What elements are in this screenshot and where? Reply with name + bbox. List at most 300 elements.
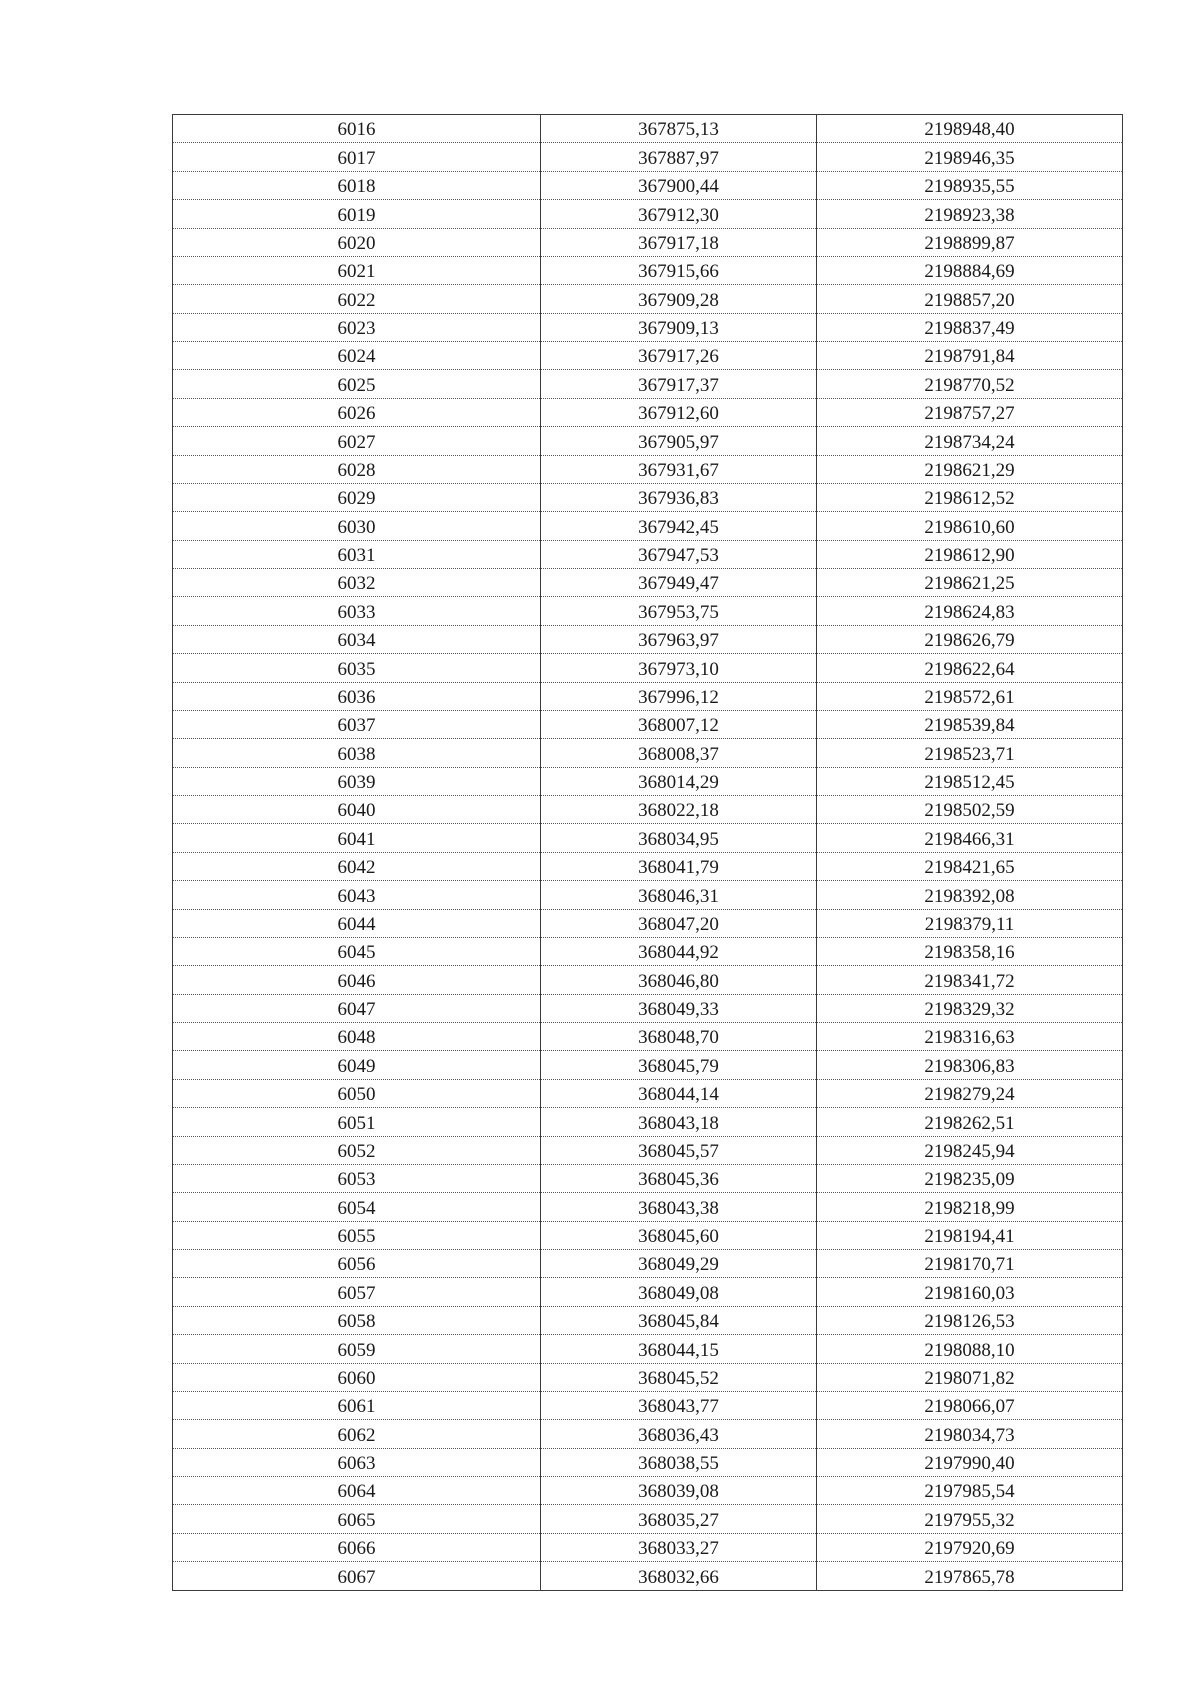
y-coordinate-cell — [817, 1079, 1123, 1107]
y-coordinate-cell — [817, 143, 1123, 171]
y-coordinate-cell — [817, 710, 1123, 738]
cell-text: 6022 — [337, 289, 376, 311]
y-coordinate-cell — [817, 654, 1123, 682]
table-row — [173, 455, 1123, 483]
point-number-cell — [173, 852, 541, 880]
x-coordinate-cell — [541, 342, 817, 370]
table-row — [173, 427, 1123, 455]
point-number-cell — [173, 483, 541, 511]
point-number-cell — [173, 1023, 541, 1051]
cell-text: 367912,60 — [638, 403, 719, 425]
cell-text: 2198466,31 — [924, 828, 1015, 850]
cell-text: 368045,57 — [638, 1140, 719, 1162]
y-coordinate-cell — [817, 739, 1123, 767]
table-row — [173, 852, 1123, 880]
point-number-cell — [173, 569, 541, 597]
table-row — [173, 796, 1123, 824]
cell-text: 368038,55 — [638, 1453, 719, 1474]
table-row — [173, 313, 1123, 341]
cell-text: 367942,45 — [638, 516, 719, 538]
x-coordinate-cell — [541, 512, 817, 540]
cell-text: 6035 — [337, 658, 376, 680]
cell-text: 2198341,72 — [924, 970, 1015, 992]
table-row — [173, 1108, 1123, 1136]
cell-text: 6053 — [337, 1169, 376, 1191]
x-coordinate-cell — [541, 796, 817, 824]
cell-text: 367963,97 — [638, 630, 719, 652]
cell-text: 6041 — [337, 828, 376, 850]
cell-text: 367949,47 — [638, 573, 719, 595]
y-coordinate-cell — [817, 824, 1123, 852]
table-row — [173, 767, 1123, 795]
cell-text: 2198923,38 — [924, 204, 1015, 226]
cell-text: 6061 — [337, 1396, 376, 1418]
x-coordinate-cell — [541, 455, 817, 483]
y-coordinate-cell — [817, 966, 1123, 994]
cell-text: 6065 — [337, 1509, 376, 1531]
table-row — [173, 1278, 1123, 1306]
x-coordinate-cell — [541, 654, 817, 682]
y-coordinate-cell — [817, 1250, 1123, 1278]
cell-text: 2198358,16 — [924, 942, 1015, 964]
cell-text: 6038 — [337, 743, 376, 765]
y-coordinate-cell — [817, 852, 1123, 880]
x-coordinate-cell — [541, 1335, 817, 1363]
point-number-cell — [173, 1164, 541, 1192]
cell-text: 367973,10 — [638, 658, 719, 680]
point-number-cell — [173, 455, 541, 483]
cell-text: 6058 — [337, 1311, 376, 1333]
cell-text: 368049,08 — [638, 1282, 719, 1304]
cell-text: 6048 — [337, 1027, 376, 1049]
point-number-cell — [173, 285, 541, 313]
cell-text: 368007,12 — [638, 715, 719, 737]
point-number-cell — [173, 427, 541, 455]
cell-text: 6049 — [337, 1055, 376, 1077]
y-coordinate-cell — [817, 1420, 1123, 1448]
point-number-cell — [173, 1193, 541, 1221]
point-number-cell — [173, 342, 541, 370]
y-coordinate-cell — [817, 398, 1123, 426]
cell-text: 2198088,10 — [924, 1339, 1015, 1361]
cell-text: 2198512,45 — [924, 772, 1015, 793]
y-coordinate-cell — [817, 370, 1123, 398]
cell-text: 6052 — [337, 1140, 376, 1162]
x-coordinate-cell — [541, 1136, 817, 1164]
point-number-cell — [173, 1391, 541, 1419]
cell-text: 2198572,61 — [924, 686, 1015, 708]
table-row — [173, 228, 1123, 256]
point-number-cell — [173, 256, 541, 284]
cell-text: 6044 — [337, 913, 376, 935]
cell-text: 2198126,53 — [924, 1311, 1015, 1333]
point-number-cell — [173, 909, 541, 937]
cell-text: 367909,28 — [638, 289, 719, 311]
cell-text: 2198734,24 — [924, 431, 1015, 453]
cell-text: 6067 — [337, 1566, 376, 1588]
point-number-cell — [173, 1221, 541, 1249]
cell-text: 368022,18 — [638, 800, 719, 822]
cell-text: 6062 — [337, 1424, 376, 1446]
cell-text: 368049,33 — [638, 999, 719, 1020]
x-coordinate-cell — [541, 824, 817, 852]
table-row — [173, 1136, 1123, 1164]
cell-text: 2198170,71 — [924, 1254, 1015, 1276]
cell-text: 2198421,65 — [924, 857, 1015, 879]
y-coordinate-cell — [817, 1278, 1123, 1306]
cell-text: 6034 — [337, 630, 376, 652]
cell-text: 2198218,99 — [924, 1197, 1015, 1219]
cell-text: 368045,84 — [638, 1311, 719, 1333]
table-row — [173, 1250, 1123, 1278]
cell-text: 368048,70 — [638, 1027, 719, 1049]
y-coordinate-cell — [817, 1023, 1123, 1051]
cell-text: 6039 — [337, 772, 376, 793]
x-coordinate-cell — [541, 682, 817, 710]
point-number-cell — [173, 1136, 541, 1164]
table-row — [173, 1363, 1123, 1391]
table-row — [173, 1335, 1123, 1363]
cell-text: 367915,66 — [638, 261, 719, 283]
cell-text: 2197985,54 — [924, 1481, 1015, 1503]
cell-text: 6037 — [337, 715, 376, 737]
cell-text: 368046,31 — [638, 885, 719, 907]
point-number-cell — [173, 1335, 541, 1363]
table-row — [173, 1505, 1123, 1533]
cell-text: 367917,18 — [638, 232, 719, 254]
cell-text: 6045 — [337, 942, 376, 964]
cell-text: 368044,15 — [638, 1339, 719, 1361]
cell-text: 367917,26 — [638, 346, 719, 368]
y-coordinate-cell — [817, 285, 1123, 313]
cell-text: 6018 — [337, 176, 376, 198]
x-coordinate-cell — [541, 1448, 817, 1476]
cell-text: 2198392,08 — [924, 885, 1015, 907]
table-row — [173, 398, 1123, 426]
cell-text: 6066 — [337, 1538, 376, 1560]
cell-text: 368032,66 — [638, 1566, 719, 1588]
table-row — [173, 569, 1123, 597]
cell-text: 2198502,59 — [924, 800, 1015, 822]
y-coordinate-cell — [817, 313, 1123, 341]
table-row — [173, 1051, 1123, 1079]
table-row — [173, 1164, 1123, 1192]
y-coordinate-cell — [817, 115, 1123, 143]
table-row — [173, 1562, 1123, 1590]
x-coordinate-cell — [541, 1023, 817, 1051]
table-row — [173, 654, 1123, 682]
cell-text: 367875,13 — [638, 119, 719, 141]
y-coordinate-cell — [817, 1477, 1123, 1505]
cell-text: 368043,77 — [638, 1396, 719, 1418]
point-number-cell — [173, 398, 541, 426]
y-coordinate-cell — [817, 256, 1123, 284]
x-coordinate-cell — [541, 1079, 817, 1107]
cell-text: 6060 — [337, 1367, 376, 1389]
cell-text: 2198624,83 — [924, 601, 1015, 623]
cell-text: 6020 — [337, 232, 376, 254]
cell-text: 2198621,29 — [924, 459, 1015, 481]
point-number-cell — [173, 143, 541, 171]
x-coordinate-cell — [541, 1533, 817, 1561]
y-coordinate-cell — [817, 455, 1123, 483]
table-row — [173, 540, 1123, 568]
cell-text: 367912,30 — [638, 204, 719, 226]
cell-text: 367953,75 — [638, 601, 719, 623]
cell-text: 2198626,79 — [924, 630, 1015, 652]
cell-text: 367931,67 — [638, 459, 719, 481]
y-coordinate-cell — [817, 228, 1123, 256]
x-coordinate-cell — [541, 569, 817, 597]
point-number-cell — [173, 1079, 541, 1107]
x-coordinate-cell — [541, 994, 817, 1022]
cell-text: 368049,29 — [638, 1254, 719, 1276]
cell-text: 2197920,69 — [924, 1538, 1015, 1560]
y-coordinate-cell — [817, 427, 1123, 455]
x-coordinate-cell — [541, 228, 817, 256]
point-number-cell — [173, 1363, 541, 1391]
cell-text: 2198279,24 — [924, 1084, 1015, 1106]
y-coordinate-cell — [817, 881, 1123, 909]
table-row — [173, 682, 1123, 710]
cell-text: 2198245,94 — [924, 1140, 1015, 1162]
y-coordinate-cell — [817, 1391, 1123, 1419]
x-coordinate-cell — [541, 767, 817, 795]
point-number-cell — [173, 710, 541, 738]
table-row — [173, 1221, 1123, 1249]
x-coordinate-cell — [541, 171, 817, 199]
point-number-cell — [173, 739, 541, 767]
y-coordinate-cell — [817, 342, 1123, 370]
table-row — [173, 1193, 1123, 1221]
y-coordinate-cell — [817, 909, 1123, 937]
y-coordinate-cell — [817, 1051, 1123, 1079]
coordinates-table-body — [173, 115, 1123, 1591]
cell-text: 2198160,03 — [924, 1282, 1015, 1304]
cell-text: 367905,97 — [638, 431, 719, 453]
cell-text: 2198329,32 — [924, 999, 1015, 1020]
cell-text: 368045,52 — [638, 1367, 719, 1389]
x-coordinate-cell — [541, 1108, 817, 1136]
y-coordinate-cell — [817, 1108, 1123, 1136]
table-row — [173, 994, 1123, 1022]
x-coordinate-cell — [541, 852, 817, 880]
table-row — [173, 1391, 1123, 1419]
cell-text: 6057 — [337, 1282, 376, 1304]
cell-text: 368033,27 — [638, 1538, 719, 1560]
cell-text: 2198935,55 — [924, 176, 1015, 198]
cell-text: 6055 — [337, 1226, 376, 1247]
y-coordinate-cell — [817, 540, 1123, 568]
cell-text: 367996,12 — [638, 686, 719, 708]
y-coordinate-cell — [817, 937, 1123, 965]
cell-text: 368045,60 — [638, 1226, 719, 1247]
cell-text: 6024 — [337, 346, 376, 368]
x-coordinate-cell — [541, 256, 817, 284]
x-coordinate-cell — [541, 285, 817, 313]
cell-text: 2197865,78 — [924, 1566, 1015, 1588]
x-coordinate-cell — [541, 597, 817, 625]
cell-text: 2198262,51 — [924, 1112, 1015, 1134]
y-coordinate-cell — [817, 994, 1123, 1022]
point-number-cell — [173, 1108, 541, 1136]
y-coordinate-cell — [817, 1306, 1123, 1334]
cell-text: 2198316,63 — [924, 1027, 1015, 1049]
x-coordinate-cell — [541, 1221, 817, 1249]
y-coordinate-cell — [817, 597, 1123, 625]
point-number-cell — [173, 1420, 541, 1448]
point-number-cell — [173, 767, 541, 795]
y-coordinate-cell — [817, 1562, 1123, 1590]
coordinates-table — [172, 114, 1123, 1591]
x-coordinate-cell — [541, 1164, 817, 1192]
cell-text: 368039,08 — [638, 1481, 719, 1503]
table-row — [173, 909, 1123, 937]
y-coordinate-cell — [817, 569, 1123, 597]
x-coordinate-cell — [541, 540, 817, 568]
cell-text: 6056 — [337, 1254, 376, 1276]
y-coordinate-cell — [817, 767, 1123, 795]
cell-text: 368036,43 — [638, 1424, 719, 1446]
table-row — [173, 285, 1123, 313]
table-row — [173, 710, 1123, 738]
x-coordinate-cell — [541, 1391, 817, 1419]
y-coordinate-cell — [817, 200, 1123, 228]
table-row — [173, 881, 1123, 909]
x-coordinate-cell — [541, 1193, 817, 1221]
cell-text: 2198770,52 — [924, 374, 1015, 396]
table-row — [173, 115, 1123, 143]
cell-text: 6064 — [337, 1481, 376, 1503]
cell-text: 2198622,64 — [924, 658, 1015, 680]
point-number-cell — [173, 512, 541, 540]
point-number-cell — [173, 597, 541, 625]
cell-text: 368034,95 — [638, 828, 719, 850]
table-row — [173, 171, 1123, 199]
cell-text: 2198857,20 — [924, 289, 1015, 311]
cell-text: 2198899,87 — [924, 232, 1015, 254]
point-number-cell — [173, 1051, 541, 1079]
table-row — [173, 966, 1123, 994]
table-row — [173, 1533, 1123, 1561]
x-coordinate-cell — [541, 881, 817, 909]
point-number-cell — [173, 115, 541, 143]
table-row — [173, 937, 1123, 965]
y-coordinate-cell — [817, 1363, 1123, 1391]
cell-text: 6051 — [337, 1112, 376, 1134]
cell-text: 2198066,07 — [924, 1396, 1015, 1418]
table-row — [173, 1079, 1123, 1107]
y-coordinate-cell — [817, 1164, 1123, 1192]
table-row — [173, 597, 1123, 625]
cell-text: 2198621,25 — [924, 573, 1015, 595]
x-coordinate-cell — [541, 1250, 817, 1278]
x-coordinate-cell — [541, 909, 817, 937]
point-number-cell — [173, 937, 541, 965]
y-coordinate-cell — [817, 512, 1123, 540]
cell-text: 2197955,32 — [924, 1509, 1015, 1531]
x-coordinate-cell — [541, 115, 817, 143]
table-row — [173, 1023, 1123, 1051]
cell-text: 6031 — [337, 545, 376, 566]
cell-text: 6042 — [337, 857, 376, 879]
cell-text: 2198034,73 — [924, 1424, 1015, 1446]
point-number-cell — [173, 540, 541, 568]
y-coordinate-cell — [817, 1136, 1123, 1164]
cell-text: 368043,38 — [638, 1197, 719, 1219]
cell-text: 367900,44 — [638, 176, 719, 198]
cell-text: 6047 — [337, 999, 376, 1020]
table-row — [173, 1306, 1123, 1334]
x-coordinate-cell — [541, 966, 817, 994]
cell-text: 6046 — [337, 970, 376, 992]
point-number-cell — [173, 1477, 541, 1505]
point-number-cell — [173, 171, 541, 199]
cell-text: 6054 — [337, 1197, 376, 1219]
point-number-cell — [173, 1278, 541, 1306]
table-row — [173, 824, 1123, 852]
cell-text: 6033 — [337, 601, 376, 623]
x-coordinate-cell — [541, 1306, 817, 1334]
y-coordinate-cell — [817, 1221, 1123, 1249]
cell-text: 2198539,84 — [924, 715, 1015, 737]
point-number-cell — [173, 313, 541, 341]
cell-text: 2198194,41 — [924, 1226, 1015, 1247]
cell-text: 6032 — [337, 573, 376, 595]
cell-text: 2198610,60 — [924, 516, 1015, 538]
point-number-cell — [173, 824, 541, 852]
y-coordinate-cell — [817, 1335, 1123, 1363]
point-number-cell — [173, 1448, 541, 1476]
table-row — [173, 1420, 1123, 1448]
y-coordinate-cell — [817, 1533, 1123, 1561]
point-number-cell — [173, 625, 541, 653]
cell-text: 367909,13 — [638, 318, 719, 339]
y-coordinate-cell — [817, 483, 1123, 511]
cell-text: 6023 — [337, 318, 376, 339]
cell-text: 6028 — [337, 459, 376, 481]
point-number-cell — [173, 1533, 541, 1561]
point-number-cell — [173, 654, 541, 682]
x-coordinate-cell — [541, 1278, 817, 1306]
y-coordinate-cell — [817, 1505, 1123, 1533]
cell-text: 6021 — [337, 261, 376, 283]
cell-text: 367936,83 — [638, 488, 719, 510]
cell-text: 2197990,40 — [924, 1453, 1015, 1474]
cell-text: 2198612,90 — [924, 545, 1015, 566]
point-number-cell — [173, 1306, 541, 1334]
cell-text: 6026 — [337, 403, 376, 425]
x-coordinate-cell — [541, 200, 817, 228]
y-coordinate-cell — [817, 1448, 1123, 1476]
y-coordinate-cell — [817, 1193, 1123, 1221]
table-row — [173, 143, 1123, 171]
y-coordinate-cell — [817, 171, 1123, 199]
cell-text: 367917,37 — [638, 374, 719, 396]
x-coordinate-cell — [541, 710, 817, 738]
table-row — [173, 370, 1123, 398]
cell-text: 6025 — [337, 374, 376, 396]
x-coordinate-cell — [541, 1562, 817, 1590]
x-coordinate-cell — [541, 937, 817, 965]
cell-text: 6027 — [337, 431, 376, 453]
cell-text: 2198612,52 — [924, 488, 1015, 510]
cell-text: 6016 — [337, 119, 376, 141]
cell-text: 2198837,49 — [924, 318, 1015, 339]
point-number-cell — [173, 370, 541, 398]
x-coordinate-cell — [541, 143, 817, 171]
table-row — [173, 342, 1123, 370]
